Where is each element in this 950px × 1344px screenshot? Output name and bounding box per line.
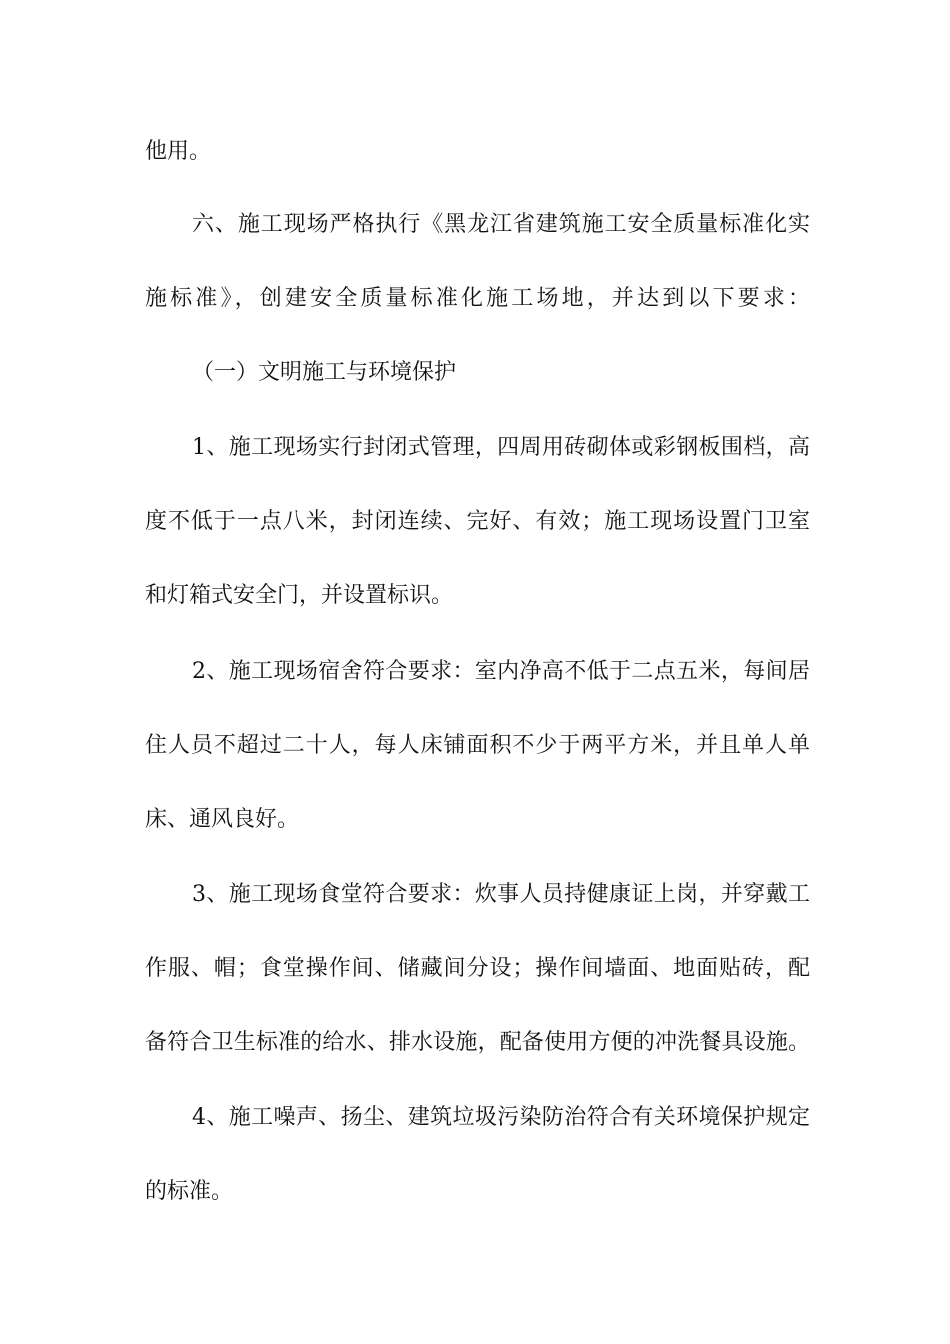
item-2-line-3: 床、通风良好。 [145, 807, 300, 832]
item-1-line-2: 度不低于一点八米，封闭连续、完好、有效；施工现场设置门卫室 [145, 509, 810, 534]
item-4-line-2: 的标准。 [145, 1179, 234, 1204]
item-4-line-1: 4、施工噪声、扬尘、建筑垃圾污染防治符合有关环境保护规定 [192, 1105, 810, 1130]
paragraph-six-line-1: 六、施工现场严格执行《黑龙江省建筑施工安全质量标准化实 [192, 212, 810, 237]
section-heading: （一）文明施工与环境保护 [192, 360, 457, 385]
item-2-line-1: 2、施工现场宿舍符合要求：室内净高不低于二点五米，每间居 [192, 659, 810, 684]
text-line: 他用。 [145, 139, 212, 164]
item-1-line-3: 和灯箱式安全门，并设置标识。 [145, 583, 454, 608]
item-3-line-1: 3、施工现场食堂符合要求：炊事人员持健康证上岗，并穿戴工 [192, 882, 810, 907]
item-2-line-2: 住人员不超过二十人，每人床铺面积不少于两平方米，并且单人单 [145, 733, 810, 758]
item-1-line-1: 1、施工现场实行封闭式管理，四周用砖砌体或彩钢板围档，高 [192, 435, 810, 460]
item-3-line-3: 备符合卫生标准的给水、排水设施，配备使用方便的冲洗餐具设施。 [145, 1030, 810, 1055]
paragraph-six-line-2: 施标准》，创建安全质量标准化施工场地，并达到以下要求： [145, 286, 810, 311]
item-3-line-2: 作服、帽；食堂操作间、储藏间分设；操作间墙面、地面贴砖，配 [145, 956, 810, 981]
